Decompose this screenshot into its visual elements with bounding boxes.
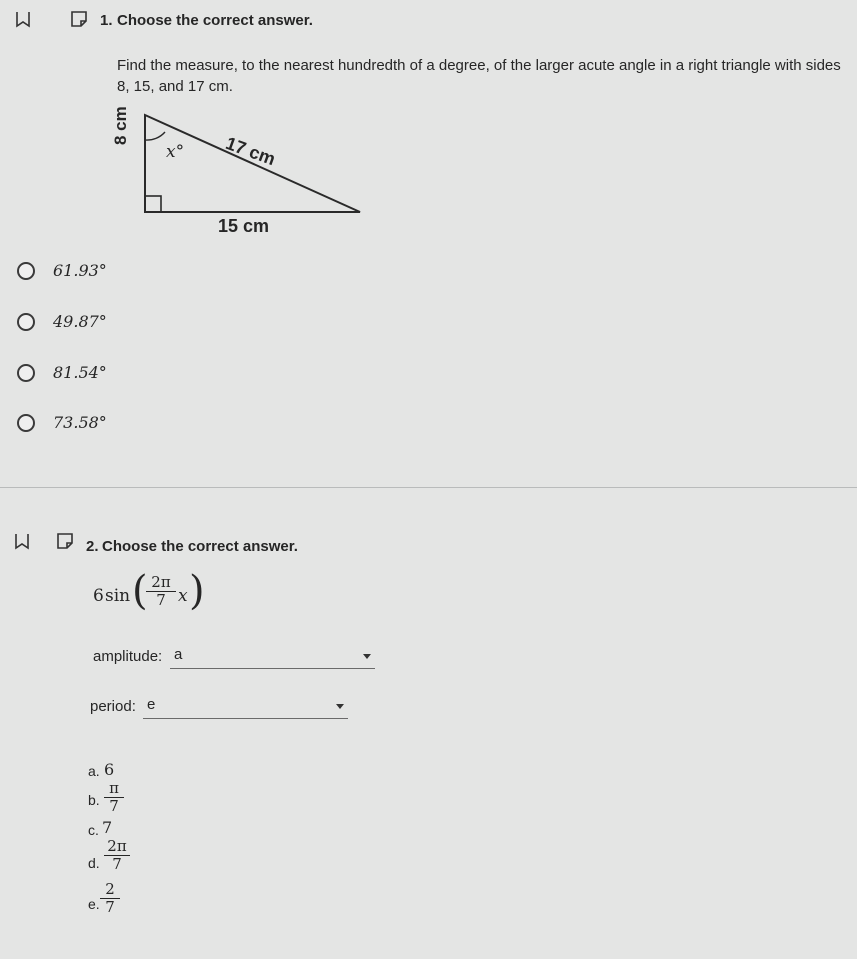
expr-paren-open: ( — [132, 568, 148, 614]
expr-variable: x — [178, 586, 188, 606]
choice-letter-e: e. — [88, 896, 100, 912]
option-radio-1[interactable] — [17, 262, 35, 280]
option-radio-4[interactable] — [17, 414, 35, 432]
bookmark-icon[interactable] — [14, 532, 30, 550]
amplitude-label: amplitude: — [93, 648, 163, 665]
expr-function: sin — [105, 586, 131, 606]
question-number: 2. — [86, 538, 99, 555]
bookmark-icon[interactable] — [15, 10, 31, 28]
note-icon[interactable] — [70, 10, 88, 28]
period-select[interactable] — [143, 696, 348, 719]
amplitude-select[interactable] — [170, 646, 375, 669]
choice-value-d: $\frac{2\pi}{7}$ — [104, 838, 130, 873]
choice-letter-d: d. — [88, 855, 100, 871]
option-radio-3[interactable] — [17, 364, 35, 382]
side-label-vertical: 8 cm — [111, 106, 130, 145]
question-divider — [0, 487, 857, 488]
option-label-4: 73.58° — [53, 413, 107, 432]
question-prompt-cont: 8, 15, and 17 cm. — [117, 78, 233, 95]
option-radio-2[interactable] — [17, 313, 35, 331]
option-label-1: 61.93° — [53, 261, 107, 280]
side-label-base: 15 cm — [218, 216, 270, 236]
expr-fraction: $\frac{2\pi}{7}$ — [146, 574, 176, 609]
question-number: 1. — [100, 12, 113, 29]
expr-coefficient: 6 — [93, 586, 104, 606]
question-prompt: Find the measure, to the nearest hundredth of a degree, of the larger acute angle in a right triangle with sides — [117, 57, 841, 74]
choice-letter-a: a. — [88, 763, 100, 779]
note-icon[interactable] — [56, 532, 74, 550]
function-expression — [93, 568, 213, 624]
choice-value-e: $\frac{2}{7}$ — [100, 881, 120, 916]
chevron-down-icon — [336, 704, 344, 709]
angle-label: x° — [166, 142, 185, 162]
choice-value-a: 6 — [104, 760, 115, 779]
period-value: e — [147, 696, 156, 713]
period-label: period: — [90, 698, 136, 715]
option-label-2: 49.87° — [53, 312, 107, 331]
question-title: Choose the correct answer. — [117, 12, 313, 29]
choice-value-b: $\frac{\pi}{7}$ — [104, 780, 124, 815]
side-label-hypotenuse: 17 cm — [223, 133, 278, 170]
expr-paren-close: ) — [189, 568, 205, 614]
question-title: Choose the correct answer. — [102, 538, 298, 555]
choice-letter-b: b. — [88, 792, 100, 808]
choice-letter-c: c. — [88, 822, 99, 838]
chevron-down-icon — [363, 654, 371, 659]
option-label-3: 81.54° — [53, 363, 107, 382]
choice-value-c: 7 — [102, 818, 113, 837]
amplitude-value: a — [174, 646, 183, 663]
